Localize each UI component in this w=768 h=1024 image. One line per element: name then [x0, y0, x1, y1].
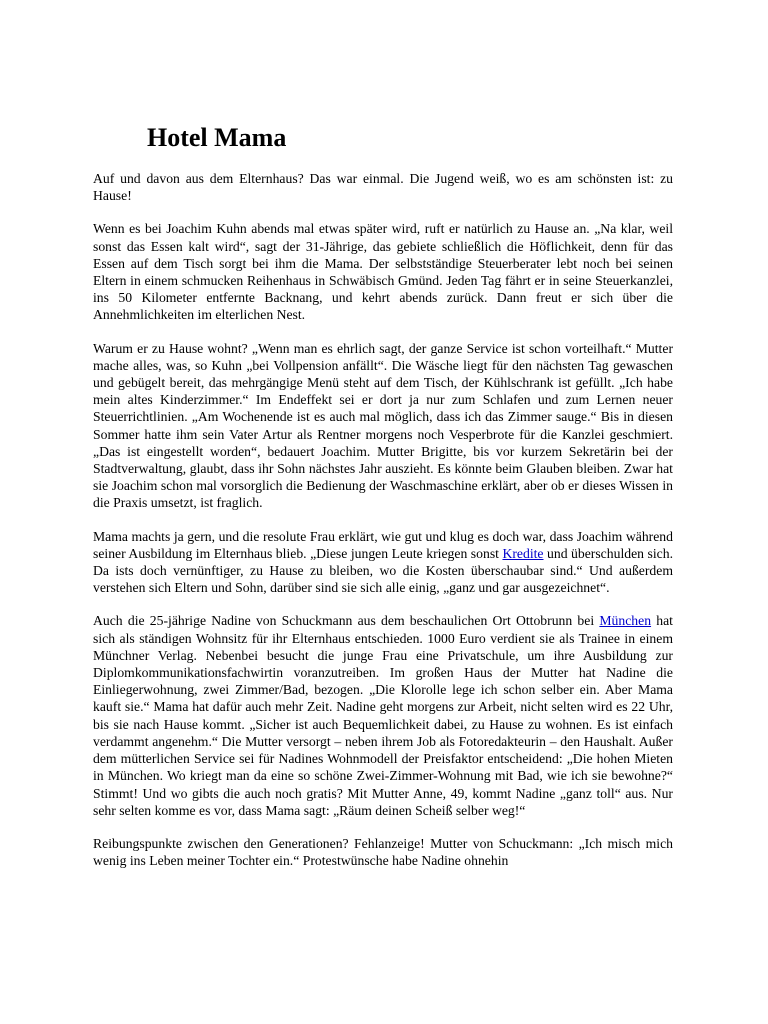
muenchen-link[interactable]: München — [599, 613, 652, 629]
paragraph-joachim-kuhn — [93, 220, 673, 323]
paragraph-text: Mama machts ja gern, und die resolute Frau erklärt, wie gut und klug es doch war, dass Joachim während seiner Ausbildung im Elternhaus blieb. „Diese jungen Leute kriegen sonst — [93, 528, 673, 561]
paragraph-why-home — [93, 340, 673, 512]
paragraph-mama-machts — [93, 528, 673, 597]
paragraph-intro — [93, 170, 673, 204]
paragraph-text: Auch die 25-jährige Nadine von Schuckmann aus dem beschaulichen Ort Ottobrunn bei — [93, 613, 600, 629]
kredite-link[interactable]: Kredite — [502, 545, 544, 561]
paragraph-text: Auf und davon aus dem Elternhaus? Das war einmal. Die Jugend weiß, wo es am schönsten ist: zu Hause! — [93, 171, 673, 204]
paragraph-nadine — [93, 612, 673, 818]
paragraph-text: Warum er zu Hause wohnt? „Wenn man es ehrlich sagt, der ganze Service ist schon vorteilhaft.“ Mutter mache alles, was, so Kuhn „bei Vollpension anfällt“. Die Wäsche liegt für den nächsten Tag gewaschen und gebügelt bereit, das mehrgängige Menü steht auf dem Tisch, der Kühlschrank ist gefüllt. „Ich habe mein altes Kinderzimmer.“ Im Endeffekt sei er dort ja nur zum Schlafen und zum Lernen neuer Steuerrichtlinien. „Am Wochenende ist es auch mal möglich, dass ich das Zimmer sauge.“ Bis in diesen Sommer hatte ihm sein Vater Artur als Rentner morgens noch Vesperbrote für die Kanzlei geschmiert. „Das ist eingestellt worden“, bedauert Joachim. Mutter Brigitte, bis vor kurzem Sekretärin bei der Stadtverwaltung, glaubt, dass ihr Sohn nächstes Jahr auszieht. Es könnte beim Glauben bleiben. Zwar hat sie Joachim schon mal vorsorglich die Bedienung der Waschmaschine erklärt, aber ob er dieses Wissen in die Praxis umsetzt, ist fraglich. — [93, 340, 673, 511]
paragraph-text: Reibungspunkte zwischen den Generationen? Fehlanzeige! Mutter von Schuckmann: „Ich misch mich wenig ins Leben meiner Tochter ein.“ Protestwünsche habe Nadine ohnehin — [93, 835, 673, 869]
paragraph-text: hat sich als ständigen Wohnsitz für ihr Elternhaus entschieden. 1000 Euro verdient sie als Trainee in einem Münchner Verlag. Nebenbei besucht die junge Frau eine Privatschule, um ihre Ausbildung zur Diplomkommunikationsfachwirtin voranzutreiben. Im großen Haus der Mutter hat Nadine die Einliegerwohnung, zwei Zimmer/Bad, bezogen. „Die Klorolle lege ich schon selber ein. Aber Mama kauft sie.“ Mama hat dafür auch mehr Zeit. Nadine geht morgens zur Arbeit, nicht selten wird es 22 Uhr, bis sie nach Hause kommt. „Sicher ist auch Bequemlichkeit dabei, zu Hause zu wohnen. Es ist einfach verdammt angenehm.“ Die Mutter versorgt – neben ihrem Job als Fotoredakteurin – den Haushalt. Außer dem mütterlichen Service sei für Nadines Wohnmodell der Preisfaktor entscheidend: „Die hohen Mieten in München. Wo kriegt man da eine so schöne Zwei-Zimmer-Wohnung mit Bad, wie ich sie bewohne?“ Stimmt! Und wo gibts die auch noch gratis? Mit Mutter Anne, 49, kommt Nadine „ganz toll“ aus. Nur sehr selten komme es vor, dass Mama sagt: „Räum deinen Scheiß selber weg!“ — [93, 613, 673, 818]
paragraph-reibungspunkte — [93, 835, 673, 869]
article-title: Hotel Mama — [147, 123, 287, 152]
paragraph-text: und überschulden sich. Da ists doch vernünftiger, zu Hause zu bleiben, wo die Kosten überschaubar sind.“ Und außerdem verstehen sich Eltern und Sohn, darüber sind sie sich alle einig, „ganz und gar ausgezeichnet“. — [93, 545, 673, 596]
paragraph-text: Wenn es bei Joachim Kuhn abends mal etwas später wird, ruft er natürlich zu Hause an. „Na klar, weil sonst das Essen kalt wird“, sagt der 31-Jährige, das gebiete schließlich die Höflichkeit, denn für das Essen auf dem Tisch sorgt bei ihm die Mama. Der selbstständige Steuerberater lebt noch bei seinen Eltern in einem schmucken Reihenhaus in Schwäbisch Gmünd. Jeden Tag fährt er in seine Steuerkanzlei, ins 50 Kilometer entfernte Backnang, und kehrt abends zurück. Dann freut er sich über die Annehmlichkeiten im elterlichen Nest. — [93, 221, 673, 323]
article-body — [93, 170, 673, 885]
